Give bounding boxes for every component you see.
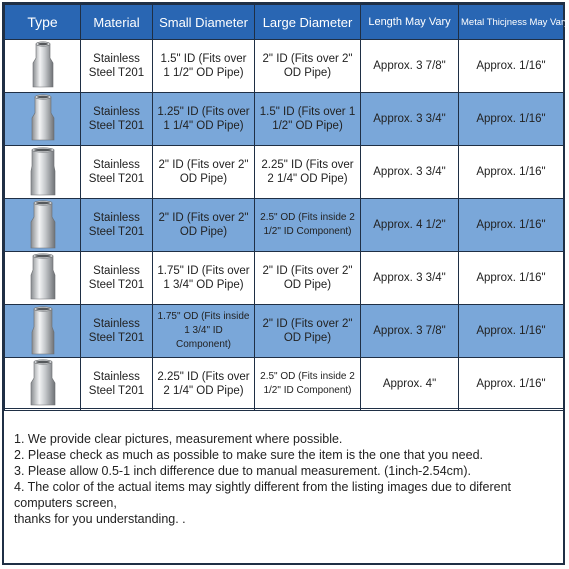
cell-small-diameter: 1.75" ID (Fits over 1 3/4" OD Pipe) bbox=[153, 252, 255, 305]
pipe-reducer-icon bbox=[5, 305, 80, 357]
note-line: thanks for you understanding. . bbox=[14, 512, 186, 526]
cell-length: Approx. 3 3/4" bbox=[361, 252, 459, 305]
cell-thickness: Approx. 1/16" bbox=[459, 358, 564, 411]
header-thickness: Metal Thicjness May Vary bbox=[459, 5, 564, 40]
header-type: Type bbox=[5, 5, 81, 40]
table-row bbox=[5, 252, 564, 305]
cell-thickness: Approx. 1/16" bbox=[459, 252, 564, 305]
cell-length: Approx. 3 3/4" bbox=[361, 93, 459, 146]
note-line: 1. We provide clear pictures, measurement where possible. bbox=[14, 432, 343, 446]
cell-large-diameter: 2" ID (Fits over 2" OD Pipe) bbox=[255, 252, 361, 305]
cell-type bbox=[5, 93, 81, 146]
header-row bbox=[5, 5, 564, 40]
cell-large-diameter: 2" ID (Fits over 2" OD Pipe) bbox=[255, 40, 361, 93]
cell-small-diameter: 2.25" ID (Fits over 2 1/4" OD Pipe) bbox=[153, 358, 255, 411]
cell-type bbox=[5, 358, 81, 411]
cell-length: Approx. 3 7/8" bbox=[361, 40, 459, 93]
cell-thickness: Approx. 1/16" bbox=[459, 93, 564, 146]
cell-small-diameter: 2" ID (Fits over 2" OD Pipe) bbox=[153, 199, 255, 252]
notes-section bbox=[4, 408, 563, 563]
cell-material: Stainless Steel T201 bbox=[81, 199, 153, 252]
cell-type bbox=[5, 199, 81, 252]
header-material: Material bbox=[81, 5, 153, 40]
pipe-reducer-icon bbox=[5, 93, 80, 145]
pipe-reducer-icon bbox=[5, 40, 80, 92]
note-line: 3. Please allow 0.5-1 inch difference due to manual measurement. (1inch-2.54cm). bbox=[14, 464, 471, 478]
table-row bbox=[5, 358, 564, 411]
cell-material: Stainless Steel T201 bbox=[81, 305, 153, 358]
cell-material: Stainless Steel T201 bbox=[81, 93, 153, 146]
spec-sheet bbox=[2, 2, 569, 565]
cell-large-diameter: 2.25" ID (Fits over 2 1/4" OD Pipe) bbox=[255, 146, 361, 199]
pipe-reducer-icon bbox=[5, 358, 80, 410]
cell-type bbox=[5, 40, 81, 93]
cell-large-diameter: 2.5" OD (Fits inside 2 1/2" ID Component) bbox=[255, 199, 361, 252]
cell-large-diameter: 1.5" ID (Fits over 1 1/2" OD Pipe) bbox=[255, 93, 361, 146]
header-length: Length May Vary bbox=[361, 5, 459, 40]
cell-small-diameter: 1.25" ID (Fits over 1 1/4" OD Pipe) bbox=[153, 93, 255, 146]
cell-large-diameter: 2" ID (Fits over 2" OD Pipe) bbox=[255, 305, 361, 358]
cell-small-diameter: 1.5" ID (Fits over 1 1/2" OD Pipe) bbox=[153, 40, 255, 93]
cell-thickness: Approx. 1/16" bbox=[459, 146, 564, 199]
cell-thickness: Approx. 1/16" bbox=[459, 305, 564, 358]
note-line: 2. Please check as much as possible to make sure the item is the one that you need. bbox=[14, 448, 484, 462]
cell-length: Approx. 3 3/4" bbox=[361, 146, 459, 199]
cell-material: Stainless Steel T201 bbox=[81, 252, 153, 305]
cell-type bbox=[5, 305, 81, 358]
cell-type bbox=[5, 252, 81, 305]
pipe-reducer-icon bbox=[5, 146, 80, 198]
cell-thickness: Approx. 1/16" bbox=[459, 40, 564, 93]
cell-length: Approx. 4 1/2" bbox=[361, 199, 459, 252]
cell-material: Stainless Steel T201 bbox=[81, 40, 153, 93]
cell-type bbox=[5, 146, 81, 199]
table-row bbox=[5, 146, 564, 199]
cell-small-diameter: 2" ID (Fits over 2" OD Pipe) bbox=[153, 146, 255, 199]
note-line: 4. The color of the actual items may sightly different from the listing images due to diferent computers screen, bbox=[14, 480, 512, 510]
table-row bbox=[5, 199, 564, 252]
cell-length: Approx. 4" bbox=[361, 358, 459, 411]
cell-small-diameter: 1.75" OD (Fits inside 1 3/4" ID Component) bbox=[153, 305, 255, 358]
spec-table bbox=[4, 4, 569, 411]
cell-material: Stainless Steel T201 bbox=[81, 146, 153, 199]
pipe-reducer-icon bbox=[5, 199, 80, 251]
cell-thickness: Approx. 1/16" bbox=[459, 199, 564, 252]
cell-material: Stainless Steel T201 bbox=[81, 358, 153, 411]
cell-length: Approx. 3 7/8" bbox=[361, 305, 459, 358]
header-small-diameter: Small Diameter bbox=[153, 5, 255, 40]
pipe-reducer-icon bbox=[5, 252, 80, 304]
cell-large-diameter: 2.5" OD (Fits inside 2 1/2" ID Component) bbox=[255, 358, 361, 411]
table-row bbox=[5, 93, 564, 146]
table-row bbox=[5, 40, 564, 93]
header-large-diameter: Large Diameter bbox=[255, 5, 361, 40]
table-row bbox=[5, 305, 564, 358]
